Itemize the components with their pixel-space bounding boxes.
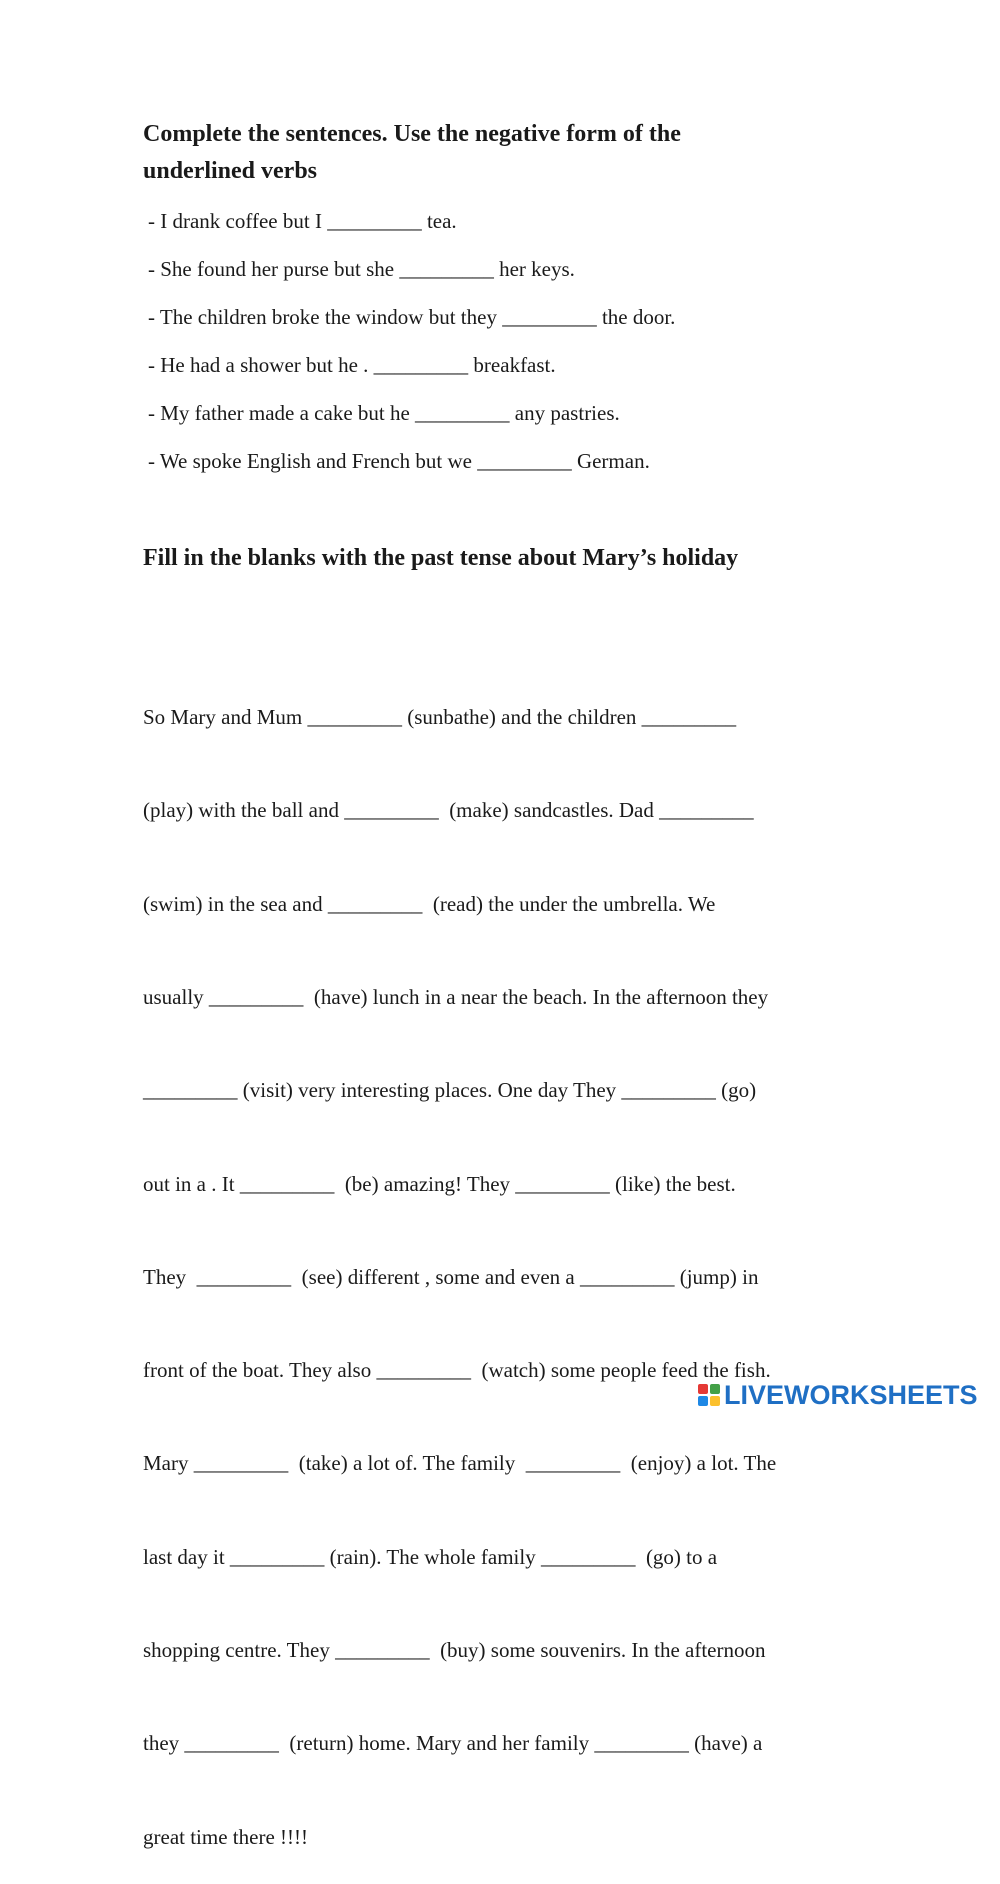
paragraph-line: They _________ (see) different , some and even a _________ (jump) in <box>143 1264 759 1289</box>
logo-square <box>710 1384 720 1394</box>
list-item: - The children broke the window but they _________ the door. <box>148 305 676 329</box>
paragraph-line: last day it _________ (rain). The whole family _________ (go) to a <box>143 1544 718 1569</box>
list-item: - She found her purse but she _________ her keys. <box>148 257 575 281</box>
list-item: - He had a shower but he . _________ breakfast. <box>148 353 556 377</box>
paragraph-line: out in a . It _________ (be) amazing! They _________ (like) the best. <box>143 1171 736 1196</box>
paragraph-line: (play) with the ball and _________ (make) sandcastles. Dad _________ <box>143 798 754 823</box>
logo-square <box>710 1396 720 1406</box>
logo-square <box>698 1384 708 1394</box>
paragraph-line: shopping centre. They _________ (buy) some souvenirs. In the afternoon <box>143 1638 766 1662</box>
list-item: - I drank coffee but I _________ tea. <box>148 209 457 233</box>
paragraph-line: (swim) in the sea and _________ (read) the under the umbrella. We <box>143 891 716 916</box>
logo-square <box>698 1396 708 1406</box>
paragraph-line: _________ (visit) very interesting places. One day They _________ (go) <box>143 1078 757 1103</box>
section2-heading: Fill in the blanks with the past tense about Mary’s holiday <box>143 545 739 571</box>
logo-text: LIVEWORKSHEETS <box>724 1380 978 1410</box>
section1-heading: Complete the sentences. Use the negative form of the underlined verbs <box>143 121 681 184</box>
sentence-list <box>148 203 675 491</box>
paragraph-line: Mary _________ (take) a lot of. The family _________ (enjoy) a lot. The <box>143 1451 777 1476</box>
paragraph-line: they _________ (return) home. Mary and her family _________ (have) a <box>143 1731 763 1756</box>
holiday-paragraph <box>143 640 863 1884</box>
paragraph-line: front of the boat. They also _________ (watch) some people feed the fish. <box>143 1358 771 1383</box>
liveworksheets-logo <box>698 1380 978 1410</box>
logo-squares-icon <box>698 1384 720 1406</box>
list-item: - We spoke English and French but we _________ German. <box>148 449 650 473</box>
paragraph-line: usually _________ (have) lunch in a near the beach. In the afternoon they <box>143 985 769 1010</box>
paragraph-line: So Mary and Mum _________ (sunbathe) and the children _________ <box>143 705 737 730</box>
paragraph-line: great time there !!!! <box>143 1824 308 1849</box>
list-item: - My father made a cake but he _________ any pastries. <box>148 401 620 425</box>
